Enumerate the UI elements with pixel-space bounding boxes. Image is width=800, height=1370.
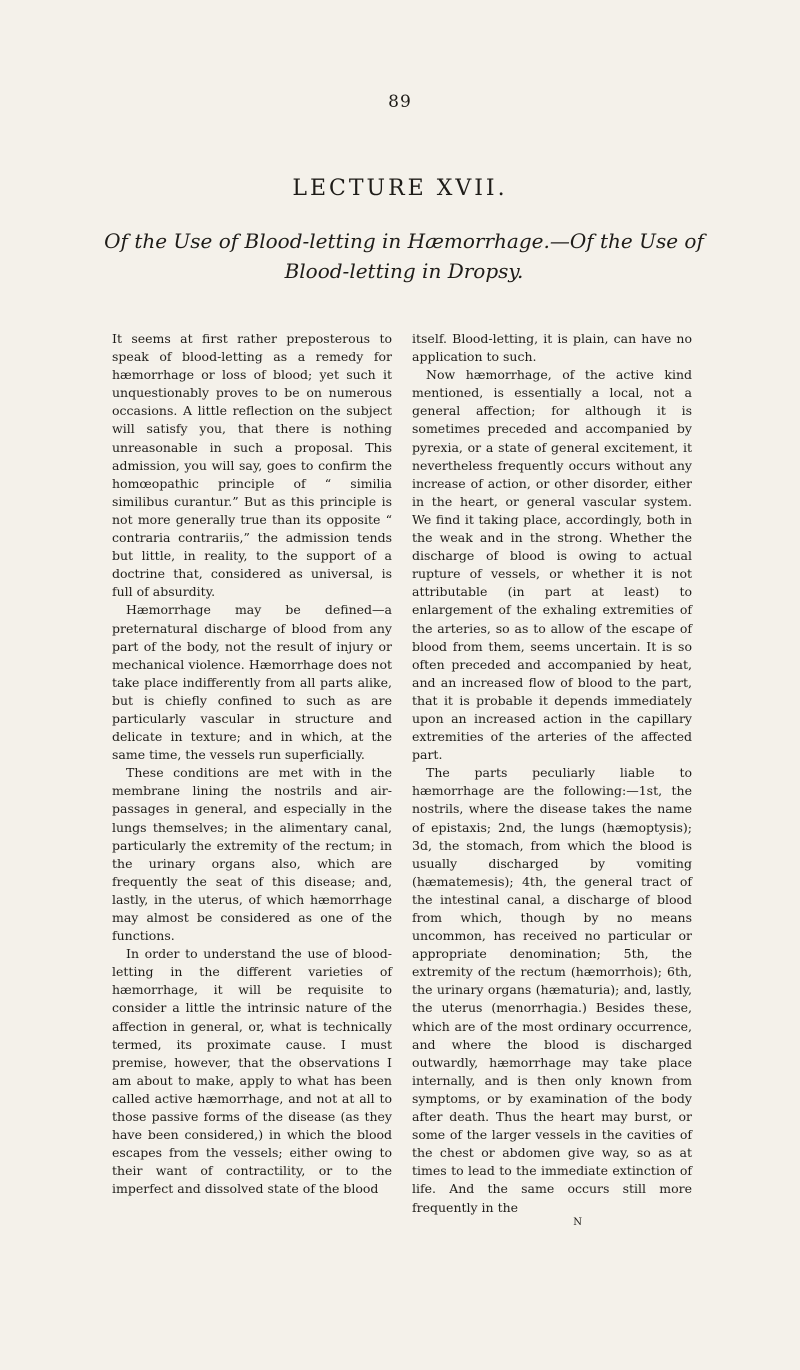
page-number: 89 bbox=[388, 92, 412, 112]
right-column bbox=[412, 330, 692, 1228]
body-columns bbox=[112, 330, 692, 1228]
paragraph: The parts peculiarly liable to hæmorrhage are the following:—1st, the nostrils, where the disease takes the name of epistaxis; 2nd, the lungs (hæmoptysis); 3d, the stomach, from which the blood is usually discharged by vomiting (hæmatemesis); 4th, the general tract of the intestinal canal, a discharge of blood from which, though by no means uncommon, has received no particular or appropriate denomination; 5th, the extremity of the rectum (hæmorrhois); 6th, the urinary organs (hæmaturia); and, lastly, the uterus (menorrhagia.) Besides these, which are of the most ordinary occurrence, and where the blood is discharged outwardly, hæmorrhage may take place internally, and is then only known from symptoms, or by examination of the body after death. Thus the heart may burst, or some of the larger vessels in the cavities of the chest or abdomen give way, so as at times to lead to the immediate extinction of life. And the same occurs still more frequently in the bbox=[412, 765, 692, 1215]
paragraph: Hæmorrhage may be defined—a preternatural discharge of blood from any part of the body, not the result of injury or mechanical violence. Hæmorrhage does not take place indifferently from all parts alike, but is chiefly confined to such as are particularly vascular in structure and delicate in texture; and in which, at the same time, the vessels run superficially. bbox=[112, 602, 392, 763]
left-column bbox=[112, 330, 392, 1228]
lecture-title: Of the Use of Blood-letting in Hæmorrhage.—Of the Use of Blood-letting in Dropsy. bbox=[104, 229, 704, 283]
paragraph: These conditions are met with in the membrane lining the nostrils and air-passages in general, and especially in the lungs themselves; in the alimentary canal, particularly the extremity of the rectum; in the urinary organs also, which are frequently the seat of this disease; and, lastly, in the uterus, of which hæmorrhage may almost be considered as one of the functions. bbox=[112, 765, 392, 944]
lecture-heading: LECTURE XVII. bbox=[292, 176, 508, 201]
paragraph: itself. Blood-letting, it is plain, can have no application to such. bbox=[412, 331, 692, 365]
paragraph: Now hæmorrhage, of the active kind mentioned, is essentially a local, not a general affection; for although it is sometimes preceded and accompanied by pyrexia, or a state of general excitement, it nevertheless frequently occurs without any increase of action, or other disorder, either in the heart, or general vascular system. We find it taking place, accordingly, both in the weak and in the strong. Whether the discharge of blood is owing to actual rupture of vessels, or whether it is not attributable (in part at least) to enlargement of the exhaling extremities of the arteries, so as to allow of the escape of blood from them, seems uncertain. It is so often preceded and accompanied by heat, and an increased flow of blood to the part, that it is probable it depends immediately upon an increased action in the capillary extremities of the arteries of the affected part. bbox=[412, 367, 692, 763]
paragraph: It seems at first rather preposterous to speak of blood-letting as a remedy for hæmorrhage or loss of blood; yet such it unquestionably proves to be on numerous occasions. A little reflection on the subject will satisfy you, that there is nothing unreasonable in such a proposal. This admission, you will say, goes to confirm the homœopathic principle of “ similia similibus curantur.” But as this principle is not more generally true than its opposite “ contraria contrariis,” the admission tends but little, in reality, to the support of a doctrine that, considered as universal, is full of absurdity. bbox=[112, 331, 392, 600]
paragraph: In order to understand the use of blood-letting in the different varieties of hæmorrhage, it will be requisite to consider a little the intrinsic nature of the affection in general, or, what is technically termed, its proximate cause. I must premise, however, that the observations I am about to make, apply to what has been called active hæmorrhage, and not at all to those passive forms of the disease (as they have been considered,) in which the blood escapes from the vessels; either owing to their want of contractility, or to the imperfect and dissolved state of the blood bbox=[112, 946, 392, 1197]
signature-mark: N bbox=[573, 1216, 582, 1228]
